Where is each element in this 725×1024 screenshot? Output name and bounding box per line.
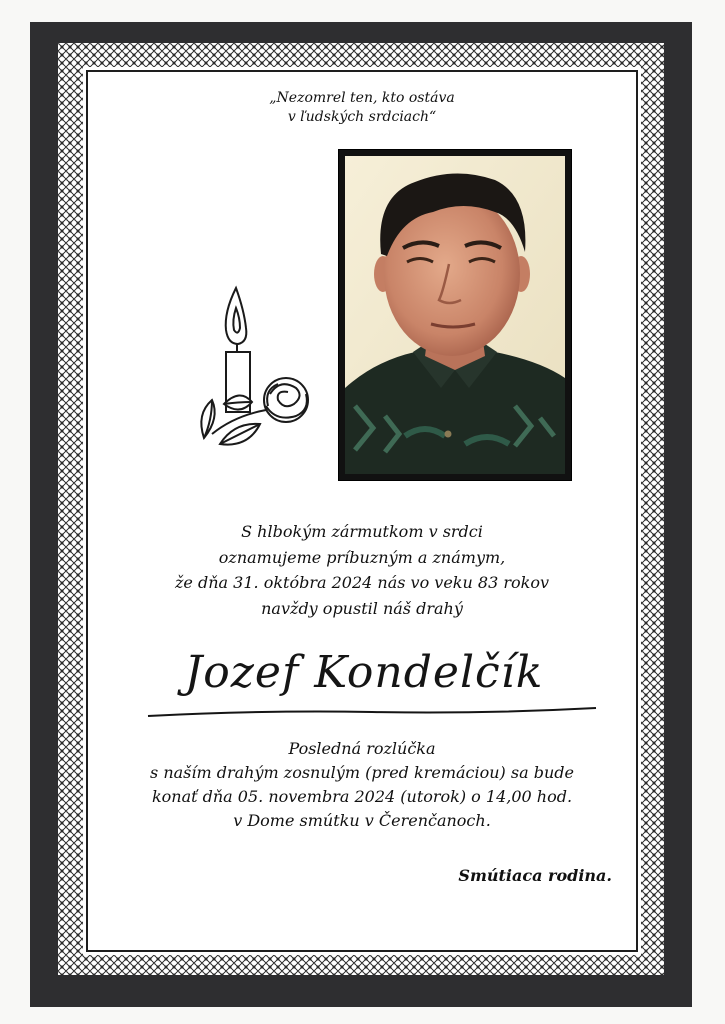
deceased-name: Jozef Kondelčík (184, 647, 544, 698)
farewell-line-1: Posledná rozlúčka (288, 739, 436, 758)
obituary-panel (86, 70, 638, 952)
portrait-frame (338, 149, 572, 481)
announcement-line-2: oznamujeme príbuzným a známym, (218, 547, 506, 567)
portrait-photo (345, 156, 565, 474)
announcement-line-4: navždy opustil náš drahý (261, 598, 463, 618)
farewell-line-2: s naším drahým zosnulým (pred kremáciou) sa bude (150, 763, 574, 782)
candle-with-rose-icon (194, 284, 318, 450)
name-underline-flourish (144, 700, 600, 724)
announcement-text (88, 519, 636, 621)
quote-line-1: „Nezomrel ten, kto ostáva (269, 90, 455, 106)
announcement-line-3: že dňa 31. októbra 2024 nás vo veku 83 rokov (175, 573, 549, 592)
family-signature: Smútiaca rodina. (458, 866, 612, 885)
farewell-line-3: konať dňa 05. novembra 2024 (utorok) o 14,00 hod. (151, 787, 573, 806)
announcement-line-1: S hlbokým zármutkom v srdci (241, 522, 483, 541)
farewell-line-4: v Dome smútku v Čerenčanoch. (233, 811, 491, 830)
quote-line-2: v ľudských srdciach“ (287, 109, 437, 125)
memorial-quote (88, 89, 636, 127)
farewell-details (88, 737, 636, 833)
